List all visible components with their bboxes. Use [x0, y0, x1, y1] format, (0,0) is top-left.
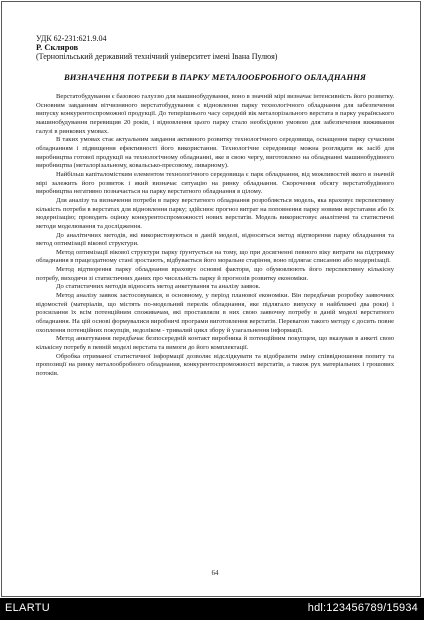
- author-name: Р. Скляров: [36, 42, 79, 52]
- paragraph: До статистичних методів відносять метод анкетування та аналізу заявок.: [56, 283, 261, 291]
- repository-footer-bar: [0, 598, 424, 620]
- paragraph: В таких умовах стає актуальним завдання активного розвитку технологічного середовища, оснащення парку сучасним обладнанням і підвищення ефективності його використання. Технологічне середовище можна розглядати як засіб для виробництва готової продукції на технологічному обладнанні, яке в свою чергу, виготовлено на обладнанні машинобудівного виробництва (металорізальному, ковальсько-пресовому, ливарному).: [36, 136, 394, 170]
- paragraph: Метод оптимізації вікової структури парку ґрунтується на тому, що при досягненні певного віку витрати на підтримку обладнання в працездатному стані зростають, відбувається його моральне старіння, воно підлягає списанню або модернізації.: [36, 248, 394, 265]
- paragraph: Метод аналізу заявок застосовувався, в основному, у період планової економіки. Він передбачав розробку заявочних відомостей (матеріалів, що містять по-модельний перелік обладнання, яке підлягало випуску в найближчі два роки) і розсилання їх всім потенційним споживачам, які проставляли в них свою заявочну потребу в даній моделі верстатного обладнання. На цій основі формувалися виробничі програми виготовлення верстатів. Перевагою такого методу є досить повне охоплення потенційних покупців, недоліком - тривалий цикл збору й узагальнення інформації.: [36, 292, 394, 334]
- paragraph: Метод анкетування передбачає безпосередній контакт виробника й потенційним покупцем, що вказував в анкеті свою кількісну потребу в певній моделі верстата та вимоги до його комплектації.: [36, 335, 394, 352]
- page-number: 64: [211, 569, 219, 577]
- paragraph: Найбільш капіталомістким елементом технологічного середовища є парк обладнання, від можливостей якого в значній мірі залежить його розвиток і який визначає ситуацію на ринку обладнання. Скорочення обсягу верстатобудівного виробництва негативно позначається на парку верстатного обладнання в цілому.: [36, 170, 394, 196]
- handle-identifier: hdl:123456789/15934: [307, 602, 418, 614]
- paragraph: Для аналізу та визначення потреби в парку верстатного обладнання розробляється модель, яка враховує перспективну кількість потреби в верстатах для відновлення парку; здійснює прогноз витрат на поповнення парку новими верстатами або їх модернізацію; проводить оцінку конкурентоспроможності нових верстатів. Модель використовує аналітичні та статистичні методи моделювання та дослідження.: [36, 196, 394, 230]
- document-page: [36, 34, 394, 594]
- article-body: [36, 93, 394, 379]
- author-affiliation: (Тернопільський державний технічний університет імені Івана Пулюя): [36, 52, 278, 61]
- page-frame: [1, 1, 421, 597]
- article-title: ВИЗНАЧЕННЯ ПОТРЕБИ В ПАРКУ МЕТАЛООБРОБНОГО ОБЛАДНАННЯ: [63, 72, 367, 82]
- paragraph: Верстатобудування є базовою галуззю для машинобудування, воно в значній мірі визначає інтенсивність його розвитку. Основним завданням вітчизняного верстатобудування є відновлення парку технологічного обладнання для забезпечення випуску конкурентоспроможної продукції. До теперішнього часу середній вік металорізального верстата в парку українського машинобудування перевищив 20 років, і відновлення цього парку стало необхідною умовою для забезпечення виживання галузі в ринкових умовах.: [36, 93, 394, 135]
- paragraph: Метод відтворення парку обладнання враховує основні фактори, що обумовлюють його перспективну кількісну потребу, виходячи зі статистичних даних про чисельність парку й прогнозів розвитку економіки.: [36, 266, 394, 282]
- paragraph: Обробка отриманої статистичної інформації дозволяє відслідкувати та відобразити зміну співвідношення попиту та пропозиції на ринку металообробного обладнання, конкурентоспроможності верстатів, а також рух матеріальних і грошових потоків.: [36, 352, 394, 377]
- paragraph: До аналітичних методів, які використовуються в даній моделі, відносяться метод відтворення парку обладнання та метод оптимізації вікової структури.: [36, 231, 394, 248]
- udk-code: УДК 62-231:621.9.04: [36, 34, 107, 43]
- repository-name: ELARTU: [5, 602, 50, 614]
